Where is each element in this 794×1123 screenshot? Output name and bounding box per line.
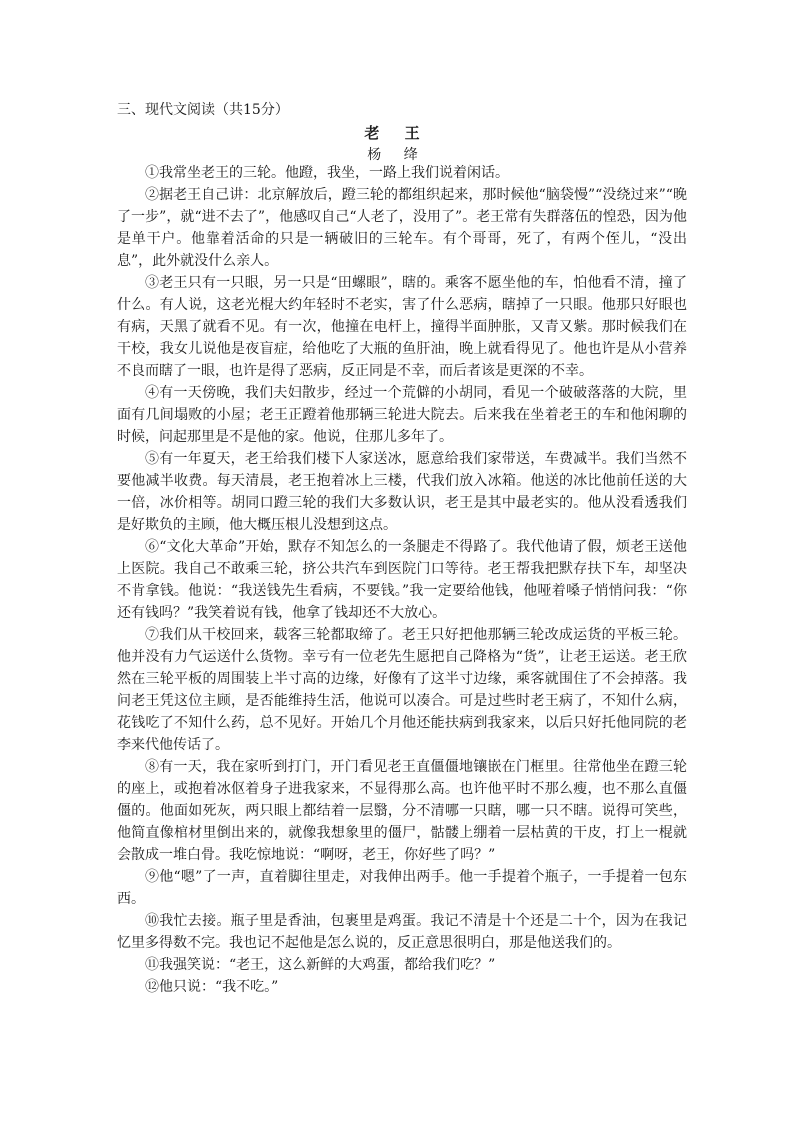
paragraph-4: ④有一天傍晚，我们夫妇散步，经过一个荒僻的小胡同，看见一个破破落落的大院，里面有几间塌败的小屋；老王正蹬着他那辆三轮进大院去。后来我在坐着老王的车和他闲聊的时候，问起那里是不是他的家。他说，住那儿多年了。 (117, 385, 687, 445)
paragraph-11: ⑪我强笑说：“老王，这么新鲜的大鸡蛋，都给我们吃？” (145, 957, 496, 973)
article-author: 杨 绛 (367, 147, 427, 163)
paragraph-7: ⑦我们从干校回来，载客三轮都取缔了。老王只好把他那辆三轮改成运货的平板三轮。他并没有力气运送什么货物。幸亏有一位老先生愿把自己降格为“货”，让老王运送。老王欣然在三轮平板的周围装上半寸高的边缘，好像有了这半寸边缘，乘客就围住了不会掉落。我问老王凭这位主顾，是否能维持生活，他说可以凑合。可是过些时老王病了，不知什么病，花钱吃了不知什么药，总不见好。开始几个月他还能扶病到我家来，以后只好托他同院的老李来代他传话了。 (117, 627, 687, 753)
paragraph-12: ⑫他只说：“我不吃。” (145, 979, 279, 995)
paragraph-1: ①我常坐老王的三轮。他蹬，我坐，一路上我们说着闲话。 (145, 165, 509, 181)
article-body (117, 162, 687, 998)
paragraph-2: ②据老王自己讲：北京解放后，蹬三轮的都组织起来，那时候他“脑袋慢”“没绕过来”“晚了一步”，就“进不去了”，他感叹自己“人老了，没用了”。老王常有失群落伍的惶恐，因为他是单干户。他靠着活命的只是一辆破旧的三轮车。有个哥哥，死了，有两个侄儿，“没出息”，此外就没什么亲人。 (117, 187, 687, 269)
section-heading: 三、现代文阅读（共15分） (117, 102, 289, 118)
paragraph-3: ③老王只有一只眼，另一只是“田螺眼”，瞎的。乘客不愿坐他的车，怕他看不清，撞了什么。有人说，这老光棍大约年轻时不老实，害了什么恶病，瞎掉了一只眼。他那只好眼也有病，天黑了就看不见。有一次，他撞在电杆上，撞得半面肿胀，又青又紫。那时候我们在干校，我女儿说他是夜盲症，给他吃了大瓶的鱼肝油，晚上就看得见了。他也许是从小营养不良而瞎了一眼，也许是得了恶病，反正同是不幸，而后者该是更深的不幸。 (117, 275, 687, 379)
paragraph-10: ⑩我忙去接。瓶子里是香油，包裹里是鸡蛋。我记不清是十个还是二十个，因为在我记忆里多得数不完。我也记不起他是怎么说的，反正意思很明白，那是他送我们的。 (117, 913, 687, 951)
paragraph-6: ⑥“文化大革命”开始，默存不知怎么的一条腿走不得路了。我代他请了假，烦老王送他上医院。我自己不敢乘三轮，挤公共汽车到医院门口等待。老王帮我把默存扶下车，却坚决不肯拿钱。他说：“我送钱先生看病，不要钱。”我一定要给他钱，他哑着嗓子悄悄问我：“你还有钱吗？”我笑着说有钱，他拿了钱却还不大放心。 (117, 539, 687, 621)
paragraph-9: ⑨他“嗯”了一声，直着脚往里走，对我伸出两手。他一手提着个瓶子，一手提着一包东西。 (117, 869, 687, 907)
paragraph-8: ⑧有一天，我在家听到打门，开门看见老王直僵僵地镶嵌在门框里。往常他坐在蹬三轮的座上，或抱着冰伛着身子进我家来，不显得那么高。也许他平时不那么瘦，也不那么直僵僵的。他面如死灰，两只眼上都结着一层翳，分不清哪一只瞎，哪一只不瞎。说得可笑些，他简直像棺材里倒出来的，就像我想象里的僵尸，骷髅上绷着一层枯黄的干皮，打上一棍就会散成一堆白骨。我吃惊地说：“啊呀，老王，你好些了吗？” (117, 759, 687, 863)
paragraph-5: ⑤有一年夏天，老王给我们楼下人家送冰，愿意给我们家带送，车费减半。我们当然不要他减半收费。每天清晨，老王抱着冰上三楼，代我们放入冰箱。他送的冰比他前任送的大一倍，冰价相等。胡同口蹬三轮的我们大多数认识，老王是其中最老实的。他从没看透我们是好欺负的主顾，他大概压根儿没想到这点。 (117, 451, 687, 533)
article-title: 老 王 (364, 124, 430, 142)
